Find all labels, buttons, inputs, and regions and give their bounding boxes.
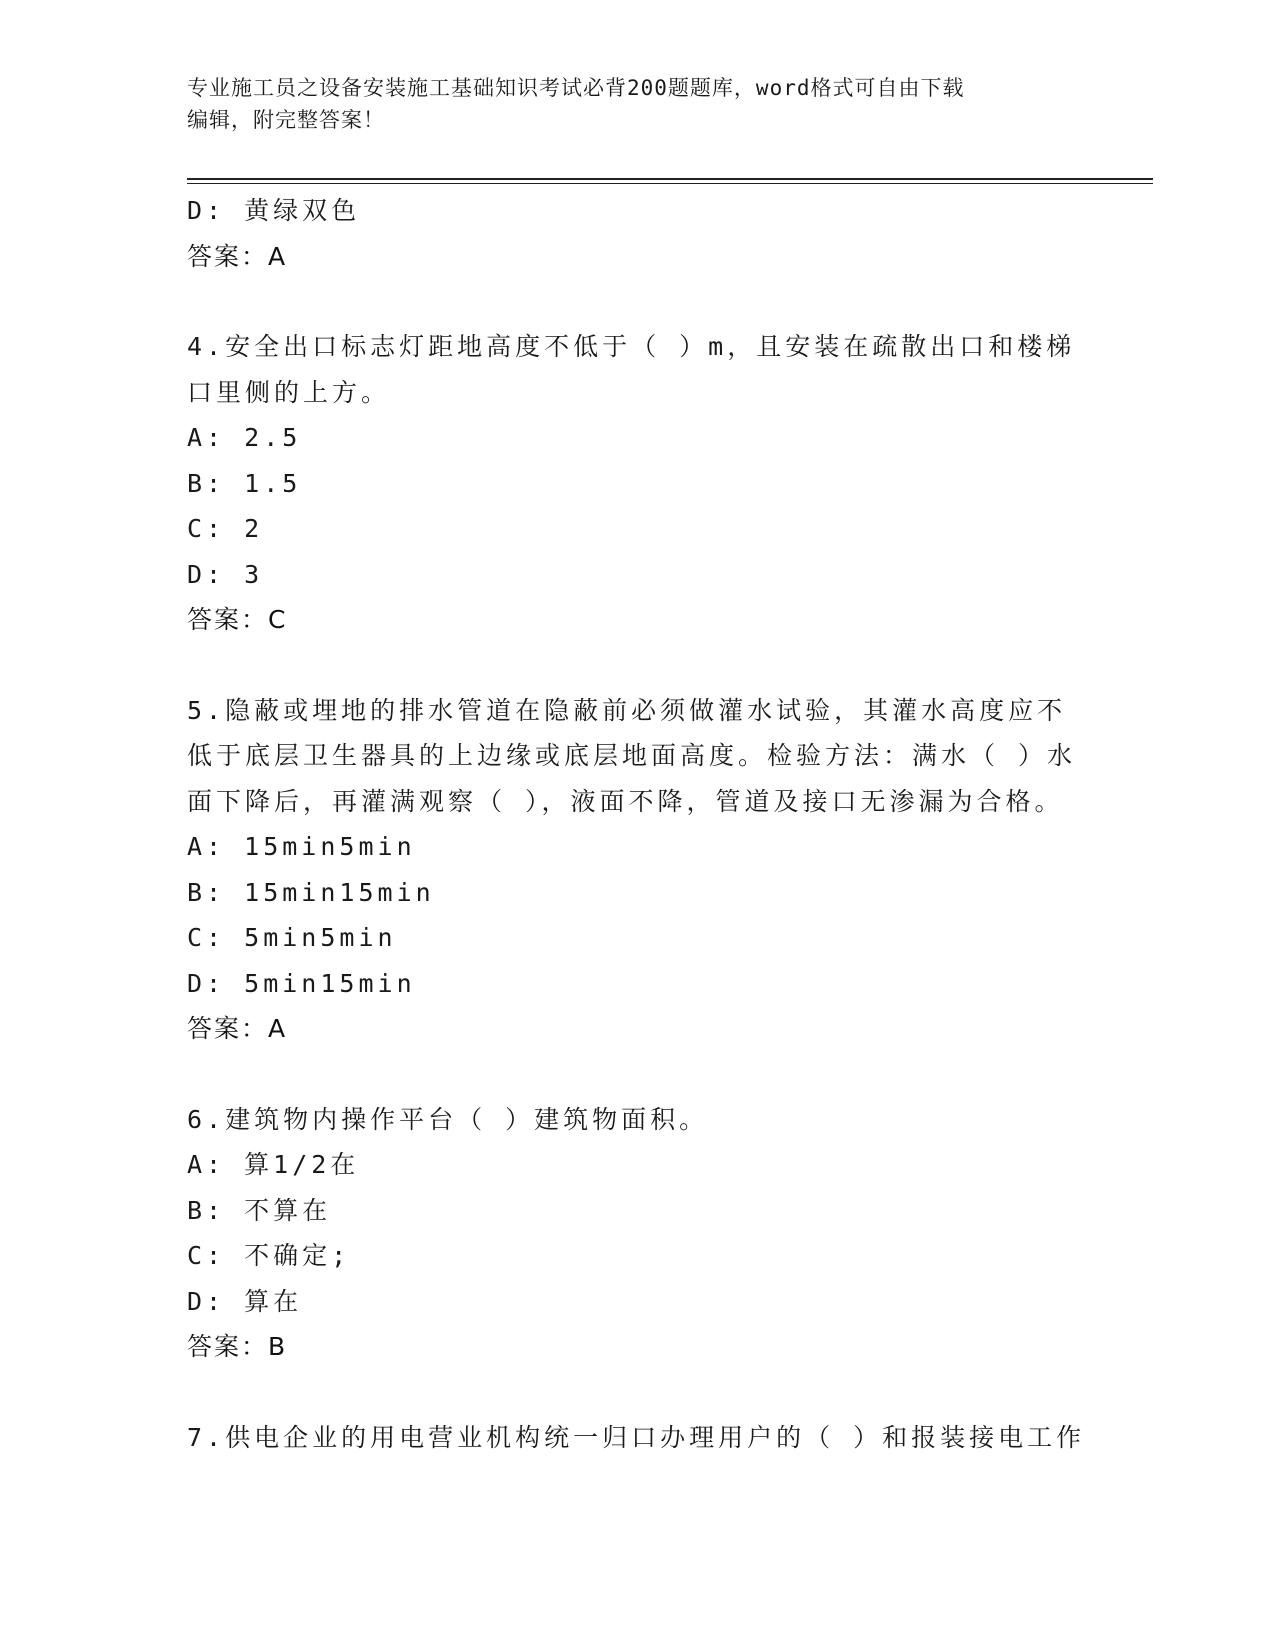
question-6: [187, 1097, 1087, 1370]
answer-line: 答案：A: [187, 1014, 288, 1043]
question-text-line: 口里侧的上方。: [187, 377, 391, 407]
option-a: A: 15min5min: [187, 832, 416, 861]
document-body: [187, 188, 1087, 1460]
answer-line: 答案：C: [187, 605, 288, 634]
option-b: B: 1.5: [187, 468, 302, 498]
header-title-line-1: 专业施工员之设备安装施工基础知识考试必背200题题库，word格式可自由下载: [187, 76, 965, 100]
spacer: [187, 643, 1087, 688]
question-text-line: 低于底层卫生器具的上边缘或底层地面高度。检验方法：满水（ ）水: [187, 741, 1077, 770]
spacer: [187, 1052, 1087, 1097]
question-4: [187, 324, 1087, 643]
question-text-line: 6.建筑物内操作平台（ ）建筑物面积。: [187, 1104, 709, 1134]
spacer: [187, 279, 1087, 324]
answer-line: 答案：A: [187, 241, 288, 271]
header-title-line-2: 编辑，附完整答案！: [187, 108, 385, 132]
question-text-line: 4.安全出口标志灯距地高度不低于（ ）m，且安装在疏散出口和楼梯: [187, 332, 1076, 361]
question-text-line: 7.供电企业的用电营业机构统一归口办理用户的（ ）和报装接电工作: [187, 1422, 1086, 1452]
option-d: D: 黄绿双色: [187, 196, 361, 225]
question-text-line: 面下降后，再灌满观察（ ），液面不降，管道及接口无渗漏为合格。: [187, 786, 1064, 816]
document-header: [187, 72, 1067, 136]
spacer: [187, 1370, 1087, 1415]
option-b: B: 不算在: [187, 1195, 332, 1225]
header-divider-thin: [187, 183, 1153, 184]
option-d: D: 5min15min: [187, 968, 416, 998]
option-c: C: 2: [187, 514, 264, 543]
option-d: D: 3: [187, 559, 264, 589]
option-d: D: 算在: [187, 1286, 303, 1316]
answer-line: 答案：B: [187, 1332, 288, 1361]
header-divider: [187, 178, 1153, 180]
option-c: C: 5min5min: [187, 923, 397, 952]
option-a: A: 2.5: [187, 423, 302, 452]
question-text-line: 5.隐蔽或埋地的排水管道在隐蔽前必须做灌水试验，其灌水高度应不: [187, 695, 1067, 725]
option-b: B: 15min15min: [187, 877, 435, 907]
question-5: [187, 688, 1087, 1052]
question-7: [187, 1415, 1087, 1461]
option-a: A: 算1/2在: [187, 1150, 360, 1179]
option-c: C: 不确定;: [187, 1241, 351, 1270]
